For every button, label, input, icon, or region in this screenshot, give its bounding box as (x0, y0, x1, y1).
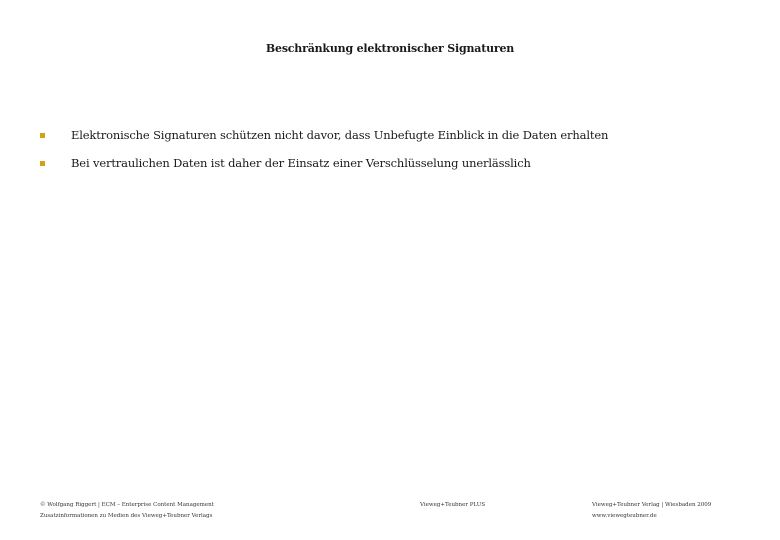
bullet-item-2 (40, 156, 740, 170)
bullet-text-1: Elektronische Signaturen schützen nicht davor, dass Unbefugte Einblick in die Daten erhalten (71, 128, 609, 142)
bullet-list (40, 128, 740, 184)
footer-left (40, 500, 214, 522)
bullet-text-2: Bei vertraulichen Daten ist daher der Einsatz einer Verschlüsselung unerlässlich (71, 156, 531, 170)
footer-center (420, 500, 485, 511)
footer-website: www.viewegteubner.de (592, 513, 657, 519)
slide-title: Beschränkung elektronischer Signaturen (265, 42, 515, 55)
footer-publisher: Vieweg+Teubner Verlag | Wiesbaden 2009 (592, 502, 712, 508)
footer-copyright: © Wolfgang Riggert | ECM – Enterprise Content Management (40, 502, 214, 508)
square-bullet-icon (40, 133, 45, 138)
footer-info: Zusatzinformationen zu Medien des Vieweg+Teubner Verlags (40, 513, 213, 519)
footer-plus: Vieweg+Teubner PLUS (420, 502, 486, 508)
footer-right (592, 500, 711, 522)
square-bullet-icon (40, 161, 45, 166)
bullet-item-1 (40, 128, 740, 142)
